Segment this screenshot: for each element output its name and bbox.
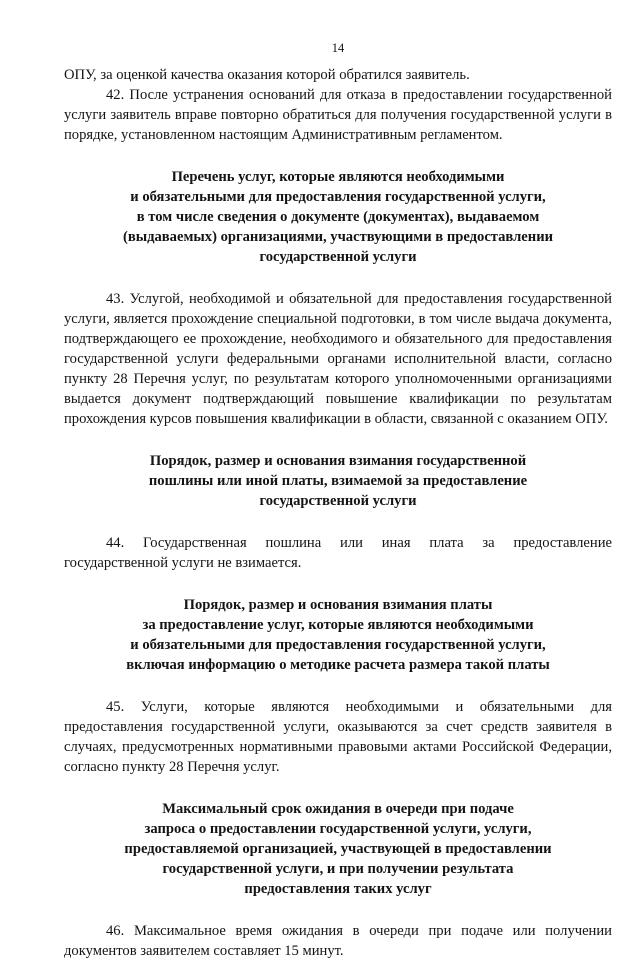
section-heading [64, 595, 612, 675]
spacer [64, 429, 612, 451]
heading-line: Порядок, размер и основания взимания платы [183, 597, 493, 613]
heading-line: Максимальный срок ожидания в очереди при подаче [162, 801, 514, 817]
section-heading [64, 451, 612, 511]
paragraph: 43. Услугой, необходимой и обязательной для предоставления государственной услуги, является прохождение специальной подготовки, в том числе выдача документа, подтверждающего ее прохождение, необходимого и обязательного для предоставления государственной услуги федеральными органами исполнительной власти, согласно пункту 28 Перечня услуг, по результатам которого уполномоченными организациями выдается документ подтверждающий повышение квалификации по результатам прохождения курсов повышения квалификации в области, связанной с оказанием ОПУ. [64, 291, 612, 427]
heading-line: государственной услуги, и при получении результата [162, 861, 514, 877]
paragraph: 42. После устранения оснований для отказа в предоставлении государственной услуги заявитель вправе повторно обратиться для получения государственной услуги в порядке, установленном настоящим Административным регламентом. [64, 87, 612, 143]
page-number: 14 [331, 41, 345, 55]
heading-line: Перечень услуг, которые являются необходимыми [171, 169, 505, 185]
heading-line: государственной услуги [259, 493, 417, 509]
heading-line: в том числе сведения о документе (документах), выдаваемом [136, 209, 540, 225]
heading-line: пошлины или иной платы, взимаемой за предоставление [148, 473, 528, 489]
heading-line: предоставляемой организацией, участвующей в предоставлении [124, 841, 552, 857]
heading-line: (выдаваемых) организациями, участвующими в предоставлении [122, 229, 554, 245]
paragraph: 44. Государственная пошлина или иная плата за предоставление государственной услуги не взимается. [64, 535, 612, 571]
spacer [64, 145, 612, 167]
spacer [64, 267, 612, 289]
paragraph: ОПУ, за оценкой качества оказания которой обратился заявитель. [64, 67, 470, 83]
document-body [64, 65, 612, 961]
spacer [64, 675, 612, 697]
spacer [64, 573, 612, 595]
section-heading [64, 167, 612, 267]
document-page [64, 40, 612, 961]
paragraph: 46. Максимальное время ожидания в очереди при подаче или получении документов заявителем составляет 15 минут. [64, 923, 612, 959]
heading-line: и обязательными для предоставления государственной услуги, [130, 637, 546, 653]
section-heading [64, 799, 612, 899]
heading-line: за предоставление услуг, которые являются необходимыми [142, 617, 534, 633]
heading-line: включая информацию о методике расчета размера такой платы [126, 657, 550, 673]
heading-line: запроса о предоставлении государственной услуги, услуги, [144, 821, 532, 837]
heading-line: государственной услуги [259, 249, 417, 265]
spacer [64, 899, 612, 921]
spacer [64, 511, 612, 533]
paragraph: 45. Услуги, которые являются необходимыми и обязательными для предоставления государственной услуги, оказываются за счет средств заявителя в случаях, предусмотренных нормативными правовыми актами Российской Федерации, согласно пункту 28 Перечня услуг. [64, 699, 612, 775]
heading-line: предоставления таких услуг [244, 881, 432, 897]
heading-line: и обязательными для предоставления государственной услуги, [130, 189, 546, 205]
heading-line: Порядок, размер и основания взимания государственной [149, 453, 527, 469]
spacer [64, 777, 612, 799]
